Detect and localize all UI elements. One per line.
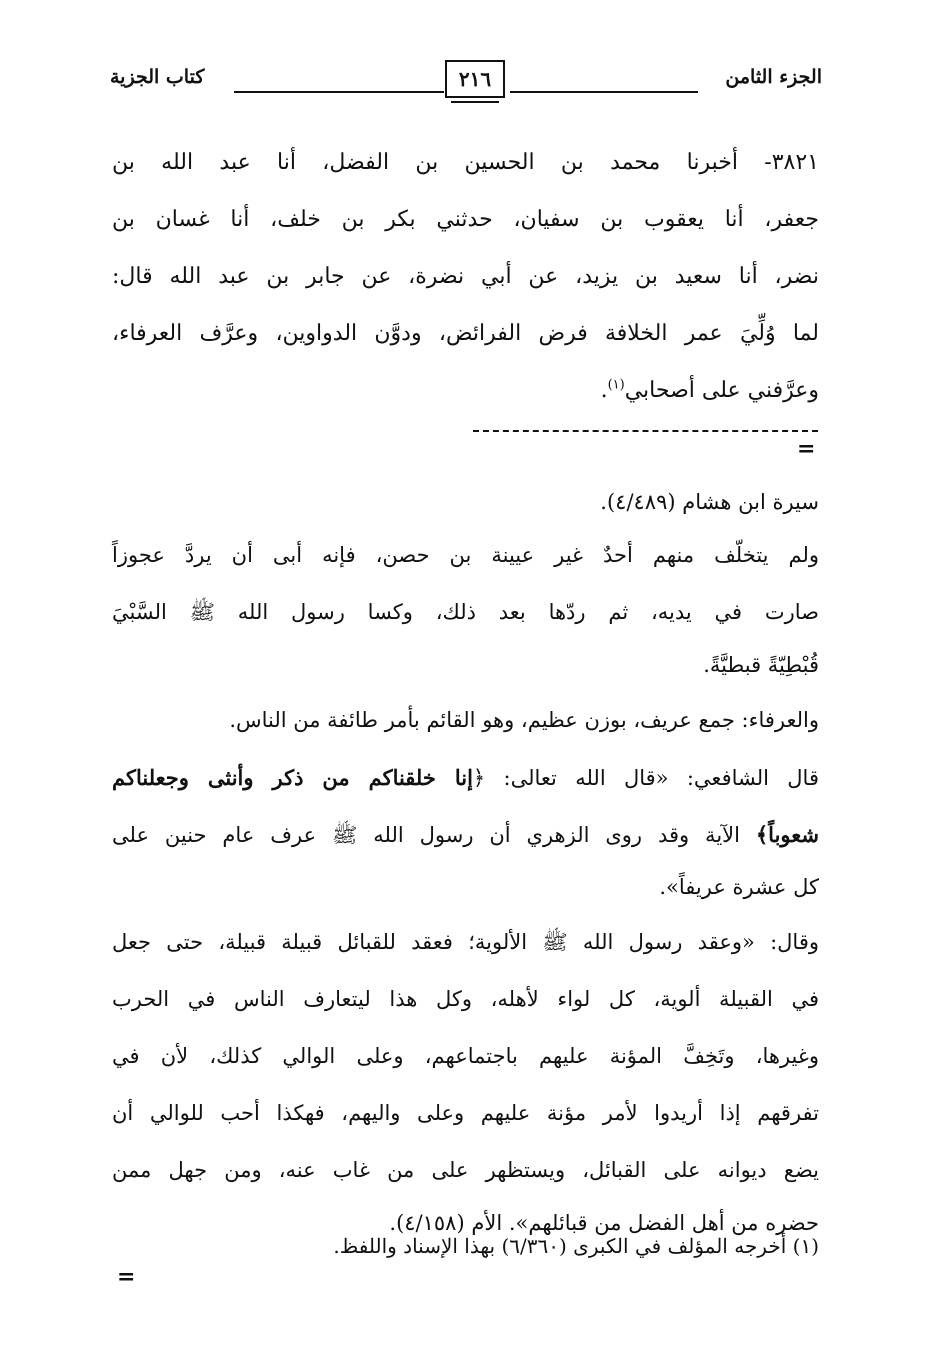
commentary-line: كل عشرة عريفاً». <box>659 875 819 899</box>
header-rule-left <box>234 91 444 93</box>
page-number: ٢١٦ <box>445 60 505 98</box>
hadith-last-text: وعرَّفني على أصحابي <box>624 378 819 403</box>
quran-verse: إنا خلقناكم من ذكر وأنثى وجعلناكم <box>112 765 473 790</box>
book-title: كتاب الجزية <box>110 66 205 88</box>
commentary-line: يضع ديوانه على القبائل، ويستظهر على من غاب عنه، ومن جهل ممن <box>112 1158 819 1182</box>
footnote: (١) أخرجه المؤلف في الكبرى (٦/٣٦٠) بهذا الإسناد واللفظ. <box>333 1234 819 1258</box>
commentary-line <box>112 806 819 863</box>
hadith-line-last <box>112 362 819 419</box>
hadith-line: لما وُلِّيَ عمر الخلافة فرض الفرائض، ودوَّن الدواوين، وعرَّف العرفاء، <box>112 321 819 346</box>
commentary-line: ولم يتخلّف منهم أحدٌ غير عيينة بن حصن، فإنه أبى أن يردَّ عجوزاً <box>112 543 819 567</box>
commentary-line: في القبيلة ألوية، كل لواء لأهله، وكل هذا ليتعارف الناس في الحرب <box>112 987 819 1011</box>
commentary-line: قُبْطِيّةً قبطيَّةً. <box>703 653 819 677</box>
quran-verse-end: شعوباً﴾ <box>755 822 819 847</box>
continuation-mark: = <box>797 436 816 462</box>
commentary-line: وقال: «وعقد رسول الله ﷺ الألوية؛ فعقد للقبائل قبيلة قبيلة، حتى جعل <box>112 930 819 954</box>
hadith-line: نضر، أنا سعيد بن يزيد، عن أبي نضرة، عن جابر بن عبد الله قال: <box>112 264 819 289</box>
page-header <box>110 58 822 118</box>
hadith-line: جعفر، أنا يعقوب بن سفيان، حدثني بكر بن خلف، أنا غسان بن <box>112 207 819 232</box>
commentary-line: تفرقهم إذا أريدوا لأمر مؤنة عليهم وعلى واليهم، فهكذا أحب للوالي أن <box>112 1101 819 1125</box>
commentary-line <box>112 749 819 806</box>
separator-rule <box>473 430 818 432</box>
hadith-last-punct: . <box>600 378 608 403</box>
commentary-block <box>112 478 819 1248</box>
commentary-line: والعرفاء: جمع عريف، بوزن عظيم، وهو القائم بأمر طائفة من الناس. <box>229 708 819 732</box>
commentary-line: سيرة ابن هشام (٤/٤٨٩). <box>600 490 819 514</box>
commentary-line: وغيرها، وتَخِفَّ المؤنة عليهم باجتماعهم، وعلى الوالي كذلك، لأن في <box>112 1044 819 1068</box>
commentary-line: حضره من أهل الفضل من قبائلهم». الأم (٤/١٥٨). <box>389 1211 819 1235</box>
header-rule-right <box>510 91 698 93</box>
hadith-text <box>112 134 819 419</box>
shafii-intro: قال الشافعي: «قال الله تعالى: ﴿ <box>472 766 819 790</box>
footnote-reference: (١) <box>607 377 625 393</box>
continuation-mark: = <box>117 1264 136 1290</box>
hadith-line: ٣٨٢١- أخبرنا محمد بن الحسين بن الفضل، أنا عبد الله بن <box>112 150 819 175</box>
volume-label: الجزء الثامن <box>725 66 822 88</box>
shafii-text: الآية وقد روى الزهري أن رسول الله ﷺ عرف عام حنين على <box>112 823 756 847</box>
commentary-line: صارت في يديه، ثم ردّها بعد ذلك، وكسا رسول الله ﷺ السَّبْيَ <box>112 600 819 624</box>
